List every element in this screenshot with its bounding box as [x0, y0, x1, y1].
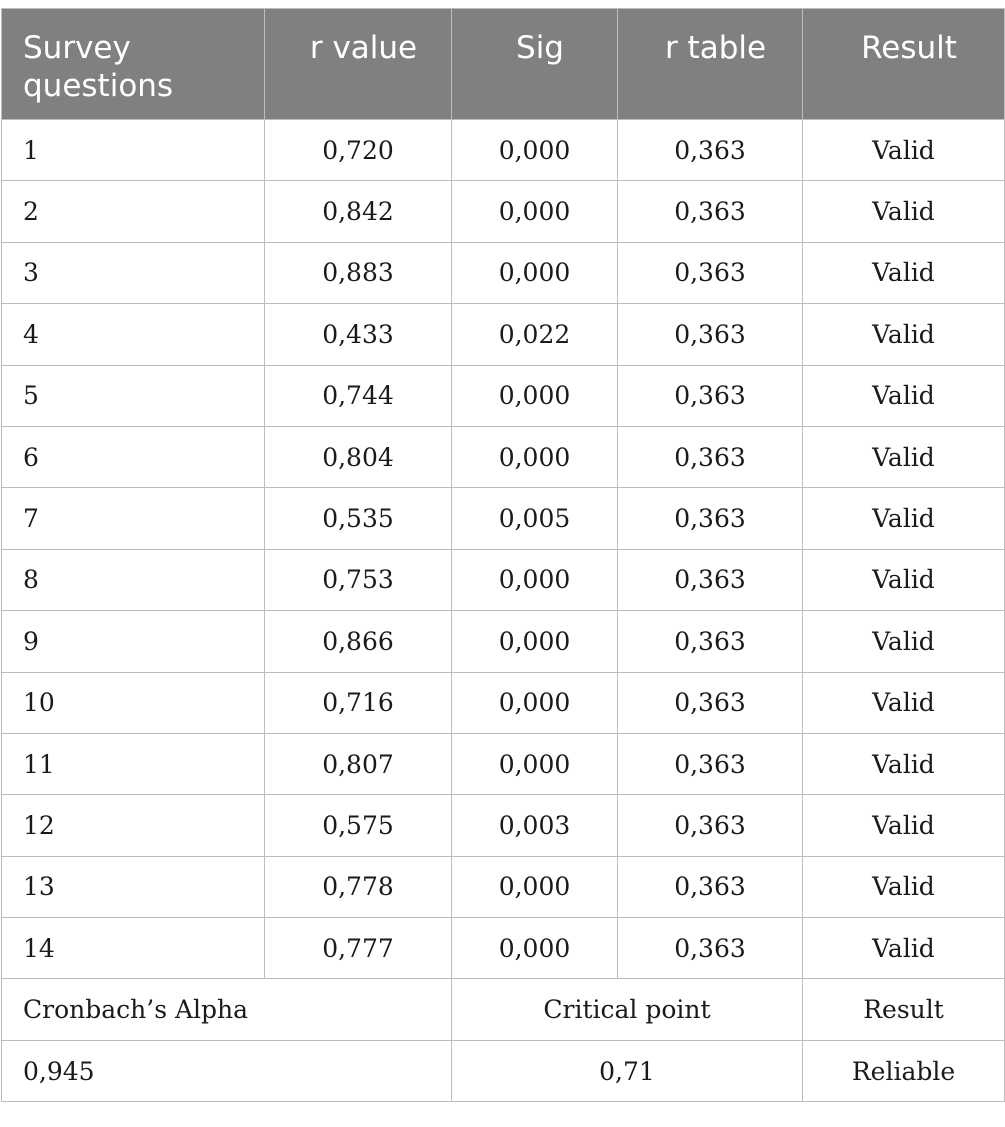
- table-header: [2, 9, 1005, 120]
- question-number-cell: 14: [2, 918, 265, 979]
- table-row: [2, 795, 1005, 856]
- reliability-value-row: [2, 1040, 1005, 1101]
- header-survey-questions-line1: Survey: [23, 30, 131, 66]
- table-row: [2, 181, 1005, 242]
- table-row: [2, 365, 1005, 426]
- result-cell: Valid: [803, 549, 1005, 610]
- result-cell: Valid: [803, 120, 1005, 181]
- table-row: [2, 304, 1005, 365]
- r-table-cell: 0,363: [618, 611, 803, 672]
- r-table-cell: 0,363: [618, 304, 803, 365]
- result-cell: Valid: [803, 672, 1005, 733]
- r-table-cell: 0,363: [618, 181, 803, 242]
- question-number-cell: 3: [2, 242, 265, 303]
- r-table-cell: 0,363: [618, 488, 803, 549]
- sig-cell: 0,000: [452, 611, 618, 672]
- sig-cell: 0,000: [452, 856, 618, 917]
- r-value-cell: 0,433: [265, 304, 452, 365]
- header-r-value: r value: [265, 9, 452, 120]
- question-number-cell: 4: [2, 304, 265, 365]
- table-row: [2, 242, 1005, 303]
- header-row: [2, 9, 1005, 120]
- r-value-cell: 0,716: [265, 672, 452, 733]
- table-row: [2, 733, 1005, 794]
- r-table-cell: 0,363: [618, 549, 803, 610]
- question-number-cell: 1: [2, 120, 265, 181]
- table-row: [2, 856, 1005, 917]
- table-body: [2, 120, 1005, 979]
- reliability-label-row: [2, 979, 1005, 1040]
- r-value-cell: 0,777: [265, 918, 452, 979]
- sig-cell: 0,000: [452, 120, 618, 181]
- question-number-cell: 8: [2, 549, 265, 610]
- validity-reliability-table: [1, 8, 1005, 1102]
- cronbach-alpha-label: Cronbach’s Alpha: [2, 979, 452, 1040]
- r-value-cell: 0,753: [265, 549, 452, 610]
- r-value-cell: 0,744: [265, 365, 452, 426]
- header-survey-questions: [2, 9, 265, 120]
- header-survey-questions-line2: questions: [23, 68, 174, 104]
- r-table-cell: 0,363: [618, 242, 803, 303]
- question-number-cell: 9: [2, 611, 265, 672]
- question-number-cell: 2: [2, 181, 265, 242]
- r-value-cell: 0,535: [265, 488, 452, 549]
- header-r-table: r table: [618, 9, 803, 120]
- sig-cell: 0,000: [452, 918, 618, 979]
- r-table-cell: 0,363: [618, 120, 803, 181]
- sig-cell: 0,003: [452, 795, 618, 856]
- sig-cell: 0,000: [452, 365, 618, 426]
- question-number-cell: 6: [2, 426, 265, 487]
- table-row: [2, 426, 1005, 487]
- result-cell: Valid: [803, 856, 1005, 917]
- r-table-cell: 0,363: [618, 365, 803, 426]
- critical-point-value: 0,71: [452, 1040, 803, 1101]
- r-value-cell: 0,575: [265, 795, 452, 856]
- r-table-cell: 0,363: [618, 426, 803, 487]
- sig-cell: 0,005: [452, 488, 618, 549]
- r-value-cell: 0,804: [265, 426, 452, 487]
- sig-cell: 0,000: [452, 426, 618, 487]
- r-value-cell: 0,866: [265, 611, 452, 672]
- result-cell: Valid: [803, 304, 1005, 365]
- r-table-cell: 0,363: [618, 795, 803, 856]
- cronbach-alpha-value: 0,945: [2, 1040, 452, 1101]
- table-row: [2, 549, 1005, 610]
- result-cell: Valid: [803, 181, 1005, 242]
- result-cell: Valid: [803, 365, 1005, 426]
- reliability-section: [2, 979, 1005, 1102]
- result-cell: Valid: [803, 733, 1005, 794]
- table-row: [2, 672, 1005, 733]
- r-value-cell: 0,842: [265, 181, 452, 242]
- sig-cell: 0,000: [452, 672, 618, 733]
- table-row: [2, 120, 1005, 181]
- r-value-cell: 0,807: [265, 733, 452, 794]
- table-row: [2, 918, 1005, 979]
- table-row: [2, 488, 1005, 549]
- r-table-cell: 0,363: [618, 918, 803, 979]
- r-table-cell: 0,363: [618, 733, 803, 794]
- r-value-cell: 0,720: [265, 120, 452, 181]
- sig-cell: 0,000: [452, 733, 618, 794]
- reliability-result-label: Result: [803, 979, 1005, 1040]
- sig-cell: 0,000: [452, 549, 618, 610]
- sig-cell: 0,000: [452, 181, 618, 242]
- question-number-cell: 10: [2, 672, 265, 733]
- result-cell: Valid: [803, 795, 1005, 856]
- critical-point-label: Critical point: [452, 979, 803, 1040]
- r-table-cell: 0,363: [618, 672, 803, 733]
- r-value-cell: 0,778: [265, 856, 452, 917]
- sig-cell: 0,022: [452, 304, 618, 365]
- question-number-cell: 7: [2, 488, 265, 549]
- question-number-cell: 11: [2, 733, 265, 794]
- question-number-cell: 5: [2, 365, 265, 426]
- table-row: [2, 611, 1005, 672]
- header-sig: Sig: [452, 9, 618, 120]
- r-value-cell: 0,883: [265, 242, 452, 303]
- result-cell: Valid: [803, 918, 1005, 979]
- header-result: Result: [803, 9, 1005, 120]
- result-cell: Valid: [803, 242, 1005, 303]
- result-cell: Valid: [803, 488, 1005, 549]
- question-number-cell: 12: [2, 795, 265, 856]
- r-table-cell: 0,363: [618, 856, 803, 917]
- reliability-result-value: Reliable: [803, 1040, 1005, 1101]
- result-cell: Valid: [803, 611, 1005, 672]
- question-number-cell: 13: [2, 856, 265, 917]
- sig-cell: 0,000: [452, 242, 618, 303]
- result-cell: Valid: [803, 426, 1005, 487]
